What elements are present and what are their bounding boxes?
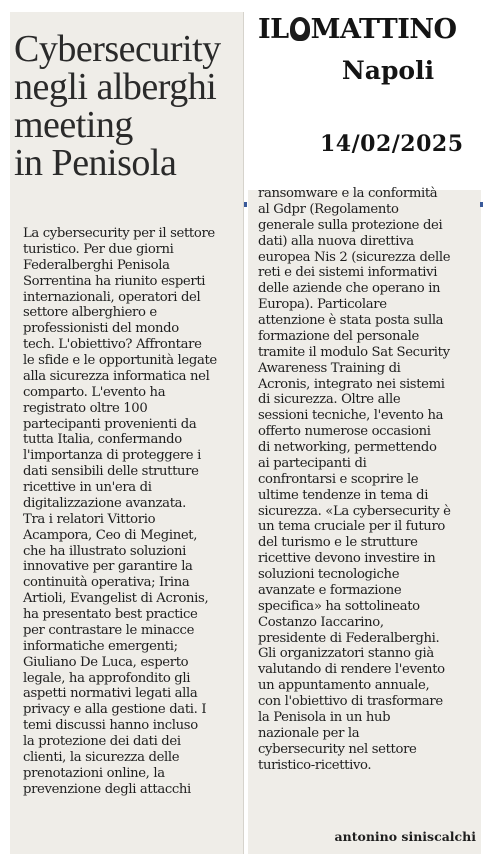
article-column-left: La cybersecurity per il settore turistico. Per due giorni Federalberghi Penisola Sorrentina ha riunito esperti internazionali, operatori del settore alberghiero e professionisti del mondo tech. L'obiettivo? Affrontare le sfide e le opportunità legate alla sicurezza informatica nel comparto. L'evento ha registrato oltre 100 partecipanti provenienti da tutta Italia, confermando l'importanza di proteggere i dati sensibili delle strutture ricettive in un'era di digitalizzazione avanzata. Tra i relatori Vittorio Acampora, Ceo di Meginet, che ha illustrato soluzioni innovative per garantire la continuità operativa; Irina Artioli, Evangelist di Acronis, ha presentato best practice per contrastare le minacce informatiche emergenti; Giuliano De Luca, esperto legale, ha approfondito gli aspetti normativi legati alla privacy e alla gestione dati. I temi discussi hanno incluso la protezione dei dati dei clienti, la sicurezza delle prenotazioni online, la prevenzione degli attacchi: [23, 226, 217, 797]
article-column-right: ransomware e la conformità al Gdpr (Regolamento generale sulla protezione dei dati) alla nuova direttiva europea Nis 2 (sicurezza delle reti e dei sistemi informativi delle aziende che operano in Europa). Particolare attenzione è stata posta sulla formazione del personale tramite il modulo Sat Security Awareness Training di Acronis, integrato nei sistemi di sicurezza. Oltre alle sessioni tecniche, l'evento ha offerto numerose occasioni di networking, permettendo ai partecipanti di confrontarsi e scoprire le ultime tendenze in tema di sicurezza. «La cybersecurity è un tema cruciale per il futuro del turismo e le strutture ricettive devono investire in soluzioni tecnologiche avanzate e formazione specifica» ha sottolineato Costanzo Iaccarino, presidente di Federalberghi. Gli organizzatori stanno già valutando di rendere l'evento un appuntamento annuale, con l'obiettivo di trasformare la Penisola in un hub nazionale per la cybersecurity nel settore turistico-ricettivo.: [258, 186, 451, 773]
crop-marker-left: [244, 202, 247, 207]
article-byline: antonino siniscalchi: [334, 829, 476, 844]
crop-marker-right: [480, 202, 483, 207]
newspaper-logo: [258, 14, 498, 46]
logo-text-mattino: MATTINO: [310, 14, 457, 45]
publication-date: 14/02/2025: [320, 131, 464, 157]
edition-name: Napoli: [341, 56, 435, 85]
rooster-emblem-icon: [290, 17, 310, 41]
article-headline: Cybersecurity negli alberghi meeting in Penisola: [14, 28, 221, 184]
logo-text-il: IL: [258, 14, 289, 45]
